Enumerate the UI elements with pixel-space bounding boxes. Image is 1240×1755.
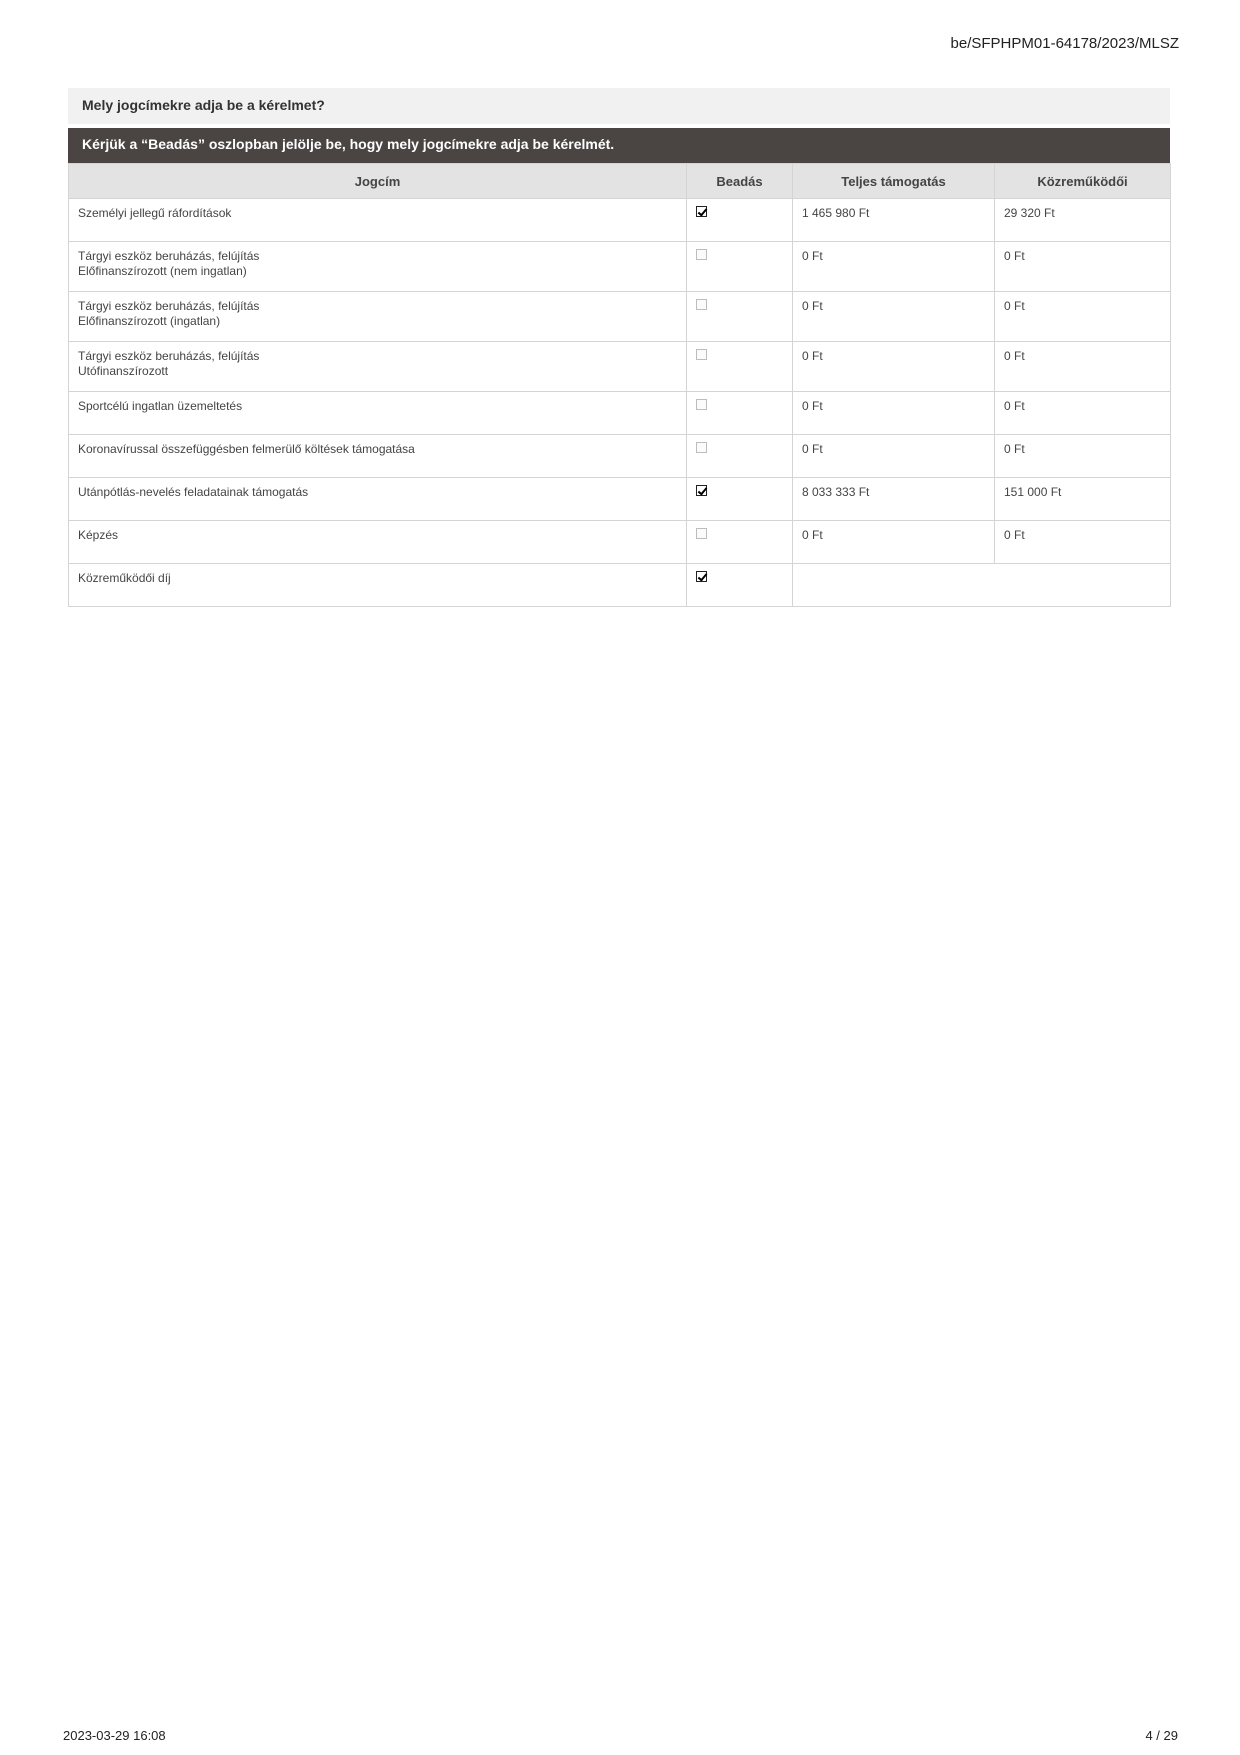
- table-row: [69, 435, 1171, 478]
- beadas-checkbox[interactable]: [696, 485, 707, 496]
- total-support-cell: 0 Ft: [793, 242, 995, 292]
- total-support-cell: 1 465 980 Ft: [793, 199, 995, 242]
- section-question: Mely jogcímekre adja be a kérelmet?: [68, 88, 1170, 124]
- table-row: [69, 199, 1171, 242]
- beadas-cell: [687, 392, 793, 435]
- column-header-beadas: Beadás: [687, 164, 793, 199]
- jogcim-sublabel: Előfinanszírozott (nem ingatlan): [78, 264, 247, 278]
- fee-cell: 0 Ft: [995, 242, 1171, 292]
- beadas-checkbox[interactable]: [696, 571, 707, 582]
- column-header-jogcim: Jogcím: [69, 164, 687, 199]
- beadas-cell: [687, 292, 793, 342]
- jogcim-cell: [69, 292, 687, 342]
- beadas-cell: [687, 199, 793, 242]
- total-support-cell: 0 Ft: [793, 435, 995, 478]
- jogcim-cell: [69, 392, 687, 435]
- total-support-cell: 0 Ft: [793, 342, 995, 392]
- jogcim-cell: [69, 242, 687, 292]
- column-header-teljes-tamogatas: Teljes támogatás: [793, 164, 995, 199]
- jogcim-sublabel: Előfinanszírozott (ingatlan): [78, 314, 221, 328]
- document-id: be/SFPHPM01-64178/2023/MLSZ: [950, 35, 1179, 52]
- fee-cell: 29 320 Ft: [995, 199, 1171, 242]
- table-header-row: [69, 164, 1171, 199]
- beadas-checkbox[interactable]: [696, 442, 707, 453]
- jogcim-label: Tárgyi eszköz beruházás, felújítás: [78, 249, 260, 263]
- table-row: [69, 342, 1171, 392]
- jogcim-cell: [69, 564, 687, 607]
- beadas-cell: [687, 342, 793, 392]
- fee-cell: 0 Ft: [995, 292, 1171, 342]
- jogcim-table: [68, 163, 1171, 607]
- beadas-checkbox[interactable]: [696, 528, 707, 539]
- beadas-checkbox[interactable]: [696, 249, 707, 260]
- total-support-cell: 0 Ft: [793, 521, 995, 564]
- jogcim-label: Közreműködői díj: [78, 571, 171, 585]
- beadas-checkbox[interactable]: [696, 399, 707, 410]
- table-row: [69, 564, 1171, 607]
- total-support-cell: 0 Ft: [793, 292, 995, 342]
- beadas-cell: [687, 242, 793, 292]
- jogcim-label: Képzés: [78, 528, 119, 542]
- beadas-cell: [687, 564, 793, 607]
- jogcim-cell: [69, 435, 687, 478]
- table-row: [69, 521, 1171, 564]
- column-header-kozremukodoi: Közreműködői: [995, 164, 1171, 199]
- fee-cell: 0 Ft: [995, 435, 1171, 478]
- jogcim-cell: [69, 478, 687, 521]
- jogcim-label: Tárgyi eszköz beruházás, felújítás: [78, 349, 260, 363]
- total-support-cell: 0 Ft: [793, 392, 995, 435]
- beadas-cell: [687, 478, 793, 521]
- footer-page-number: 4 / 29: [1145, 1728, 1178, 1743]
- jogcim-label: Sportcélú ingatlan üzemeltetés: [78, 399, 243, 413]
- jogcim-label: Személyi jellegű ráfordítások: [78, 206, 232, 220]
- jogcim-cell: [69, 199, 687, 242]
- beadas-cell: [687, 435, 793, 478]
- table-row: [69, 292, 1171, 342]
- jogcim-label: Tárgyi eszköz beruházás, felújítás: [78, 299, 260, 313]
- jogcim-label: Utánpótlás-nevelés feladatainak támogatás: [78, 485, 309, 499]
- jogcim-label: Koronavírussal összefüggésben felmerülő költések támogatása: [78, 442, 415, 456]
- empty-amount-cell: [793, 564, 1171, 607]
- fee-cell: 0 Ft: [995, 392, 1171, 435]
- footer-timestamp: 2023-03-29 16:08: [63, 1728, 166, 1743]
- jogcim-cell: [69, 342, 687, 392]
- beadas-checkbox[interactable]: [696, 206, 707, 217]
- instruction-bar: Kérjük a “Beadás” oszlopban jelölje be, hogy mely jogcímekre adja be kérelmét.: [68, 128, 1170, 163]
- total-support-cell: 8 033 333 Ft: [793, 478, 995, 521]
- beadas-checkbox[interactable]: [696, 349, 707, 360]
- fee-cell: 0 Ft: [995, 342, 1171, 392]
- fee-cell: 0 Ft: [995, 521, 1171, 564]
- fee-cell: 151 000 Ft: [995, 478, 1171, 521]
- beadas-checkbox[interactable]: [696, 299, 707, 310]
- table-row: [69, 242, 1171, 292]
- table-row: [69, 478, 1171, 521]
- jogcim-sublabel: Utófinanszírozott: [78, 364, 169, 378]
- table-row: [69, 392, 1171, 435]
- beadas-cell: [687, 521, 793, 564]
- jogcim-cell: [69, 521, 687, 564]
